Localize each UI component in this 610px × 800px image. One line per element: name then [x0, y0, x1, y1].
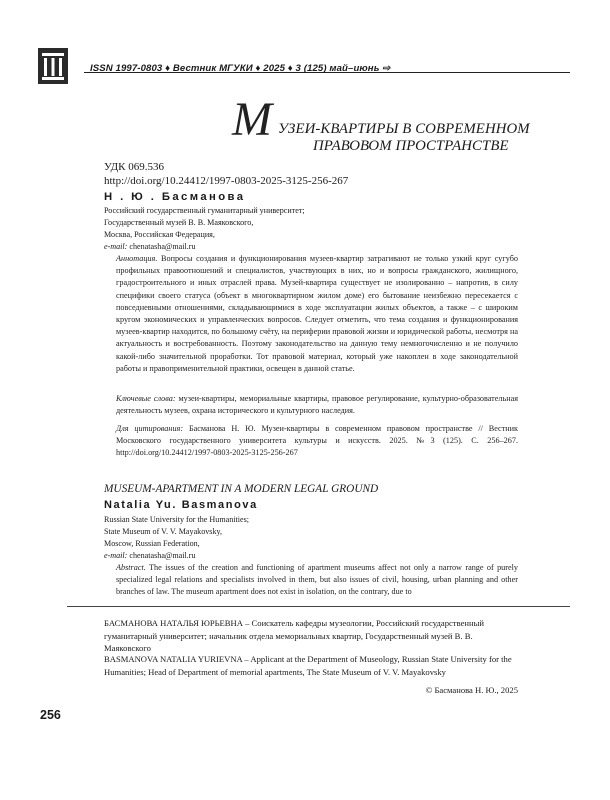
- copyright-notice: © Басманова Н. Ю., 2025: [425, 685, 518, 695]
- email-address[interactable]: chenatasha@mail.ru: [129, 551, 196, 560]
- footnote-author-en: BASMANOVA NATALIA YURIEVNA – Applicant at the Department of Museology, Russian State University for the Humanities; Head of Department of memorial apartments, The State Museum of V. V. Mayakovsky: [104, 654, 512, 677]
- keywords-text: музеи-квартиры, мемориальные квартиры, правовое регулирование, культурно-образовательная деятельность музеев, охрана исторического и культурного наследия.: [116, 394, 518, 416]
- title-initial: М: [232, 93, 272, 146]
- doi-link[interactable]: http://doi.org/10.24412/1997-0803-2025-3125-256-267: [104, 175, 349, 187]
- article-title-line2: ПРАВОВОМ ПРОСТРАНСТВЕ: [313, 138, 509, 154]
- footnote-author-ru: БАСМАНОВА НАТАЛЬЯ ЮРЬЕВНА – Соискатель кафедры музеологии, Российский государственный гуманитарный университет; начальник отдела мемориальных квартир, Государственный музей В. В. Маяковского: [104, 618, 484, 653]
- email-line: [104, 241, 196, 253]
- affiliation-line: Russian State University for the Humanities;: [104, 515, 249, 524]
- footnote-rule: [67, 606, 570, 607]
- abstract-text: Вопросы создания и функционирования музеев-квартир затрагивают не только узкий круг сугубо профильных правоотношений и специалистов, участвующих в них, но и вопросы гражданского, жилищного, градостроительного и иных отраслей права. Музей-квартира существует не изолированно – напротив, в силу специфики своего статуса (объект в многоквартирном жилом доме) его бытование неизбежно пересекается с повседневными отношениями, складывающимися в ходе эксплуатации жилых объектов, а также – с широким кругом экономических и управленческих вопросов. Следует отметить, что тема создания и функционирования музеев-квартир находится, по большому счёту, на периферии правовой жизни и юридической работы, несмотря на актуальность и востребованность. Поэтому законодательство на данную тему немногочисленно и не получило какой-либо значительной проработки. Тот правовой материал, который уже накоплен в ходе законодательной работы и правоприменительной практики, освещен в данной статье.: [116, 254, 519, 373]
- abstract-text: The issues of the creation and functioning of apartment museums affect not only a narrow range of purely specialized legal relations and specialists involved in them, but also issues of civil, housing, urban planning and other branches of law. The museum apartment does not exist in isolation, on the contrary, due to: [116, 563, 518, 597]
- abstract-label: Аннотация.: [116, 254, 158, 263]
- email-label: e-mail:: [104, 551, 128, 560]
- abstract-en: [116, 562, 518, 599]
- journal-header: ISSN 1997-0803 ♦ Вестник МГУКИ ♦ 2025 ♦ 3 (125) май–июнь ⇨: [90, 63, 391, 74]
- citation-label: Для цитирования:: [116, 424, 184, 433]
- email-line: [104, 550, 196, 562]
- affiliation-line: Государственный музей В. В. Маяковского,: [104, 218, 254, 227]
- email-address[interactable]: chenatasha@mail.ru: [129, 242, 196, 251]
- affiliation-line: State Museum of V. V. Mayakovsky,: [104, 527, 223, 536]
- citation-text: Басманова Н. Ю. Музеи-квартиры в современном правовом пространстве // Вестник Московского государственного университета культуры и искусств. 2025. №3 (125). С. 256–267. http://doi.org/10.24412/1997-0803-2025-3125-256-267: [116, 424, 519, 458]
- abstract-label: Abstract.: [116, 563, 146, 572]
- article-title-line1: УЗЕИ-КВАРТИРЫ В СОВРЕМЕННОМ: [278, 121, 530, 137]
- page-number: 256: [40, 708, 61, 722]
- abstract-ru: [116, 253, 518, 375]
- citation-ru: [116, 423, 518, 460]
- journal-logo-icon: [38, 48, 68, 84]
- keywords-ru: [116, 393, 518, 417]
- affiliation-line: Российский государственный гуманитарный университет;: [104, 206, 305, 215]
- author-name-ru: Н . Ю . Басманова: [104, 191, 246, 203]
- affiliation-line: Moscow, Russian Federation,: [104, 539, 200, 548]
- keywords-label: Ключевые слова:: [116, 394, 176, 403]
- email-label: e-mail:: [104, 242, 128, 251]
- article-title-en: MUSEUM-APARTMENT IN A MODERN LEGAL GROUND: [104, 483, 379, 495]
- affiliation-line: Москва, Российская Федерация,: [104, 230, 215, 239]
- udc-code: УДК 069.536: [104, 161, 165, 173]
- author-name-en: Natalia Yu. Basmanova: [104, 499, 258, 511]
